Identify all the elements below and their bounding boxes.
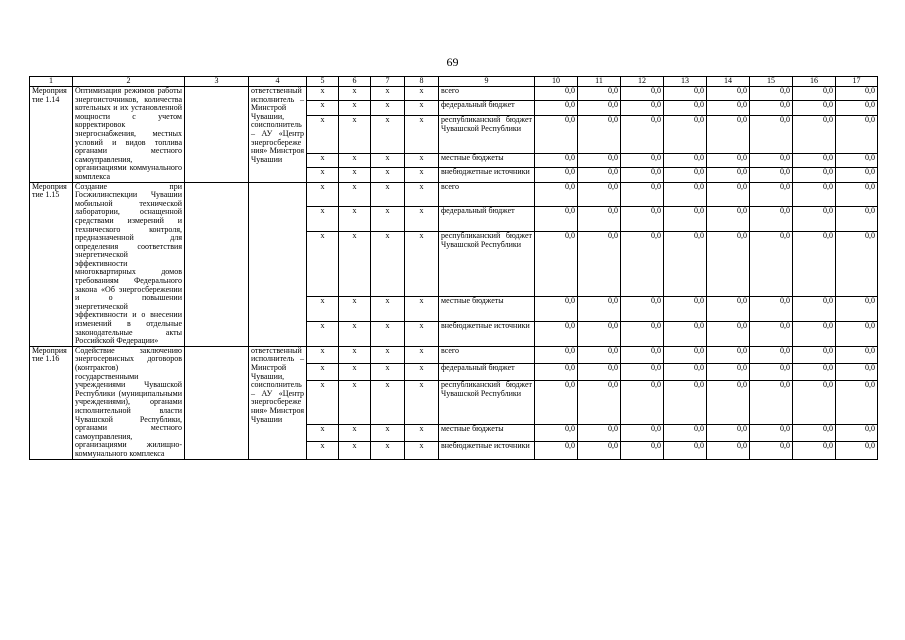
year-value: 0,0 (664, 297, 707, 322)
code-mark: х (405, 442, 439, 459)
funding-source: федеральный бюджет (439, 363, 535, 380)
funding-source: местные бюджеты (439, 297, 535, 322)
program-table (29, 76, 878, 460)
code-mark: х (405, 87, 439, 101)
year-value: 0,0 (621, 442, 664, 459)
funding-source: внебюджетные источники (439, 321, 535, 346)
code-mark: х (307, 321, 339, 346)
year-value: 0,0 (750, 363, 793, 380)
measure-name: Создание при Госжилинспекции Чувашии мобильной технической лаборатории, оснащенной средствами измерений и технического контроля, предназначенной для определения соответствия энергетической эффективности многоквартирных домов требованиям Федерального закона «Об энергосбережении и о повышении энергетической эффективности и о внесении изменений в отдельные законодательные акты Российской Федерации» (73, 182, 185, 346)
year-value: 0,0 (836, 115, 878, 153)
page-number: 69 (446, 55, 459, 69)
year-value: 0,0 (750, 442, 793, 459)
code-mark: х (405, 153, 439, 167)
year-value: 0,0 (750, 182, 793, 207)
code-mark: х (307, 442, 339, 459)
code-mark: х (371, 168, 405, 183)
year-value: 0,0 (621, 115, 664, 153)
code-mark: х (371, 442, 405, 459)
code-mark: х (371, 346, 405, 363)
code-mark: х (405, 168, 439, 183)
code-mark: х (405, 346, 439, 363)
code-mark: х (339, 87, 371, 101)
funding-source: республиканский бюджет Чувашской Республики (439, 232, 535, 297)
year-value: 0,0 (707, 207, 750, 232)
table-row (30, 182, 878, 207)
column-number-12: 12 (621, 77, 664, 87)
code-mark: х (307, 153, 339, 167)
code-mark: х (339, 321, 371, 346)
year-value: 0,0 (707, 297, 750, 322)
year-value: 0,0 (836, 321, 878, 346)
column-number-8: 8 (405, 77, 439, 87)
executor-cell: ответственный исполнитель – Минстрой Чувашии, соисполнитель – АУ «Центр энергосбережения» Минстроя Чувашии (249, 346, 307, 459)
year-value: 0,0 (535, 207, 578, 232)
column-number-17: 17 (836, 77, 878, 87)
code-mark: х (307, 182, 339, 207)
code-mark: х (371, 232, 405, 297)
year-value: 0,0 (621, 182, 664, 207)
code-mark: х (339, 346, 371, 363)
year-value: 0,0 (578, 380, 621, 424)
year-value: 0,0 (535, 380, 578, 424)
code-mark: х (339, 168, 371, 183)
code-mark: х (307, 346, 339, 363)
year-value: 0,0 (664, 442, 707, 459)
column-number-3: 3 (185, 77, 249, 87)
year-value: 0,0 (664, 182, 707, 207)
year-value: 0,0 (793, 182, 836, 207)
code-mark: х (307, 425, 339, 442)
year-value: 0,0 (621, 297, 664, 322)
year-value: 0,0 (535, 232, 578, 297)
table-row (30, 87, 878, 101)
executor-cell: ответственный исполнитель – Минстрой Чувашии, соисполнитель – АУ «Центр энергосбережения» Минстроя Чувашии (249, 87, 307, 183)
year-value: 0,0 (664, 207, 707, 232)
column-number-2: 2 (73, 77, 185, 87)
column-number-16: 16 (793, 77, 836, 87)
participants-cell (185, 182, 249, 346)
measure-name: Оптимизация режимов работы энергоисточников, количества котельных и их установленной мощности с учетом корректировок энергоснабжения, местных условий и видов топлива органами местного самоуправления, организациями коммунального комплекса (73, 87, 185, 183)
year-value: 0,0 (793, 346, 836, 363)
year-value: 0,0 (793, 153, 836, 167)
table-body (30, 87, 878, 460)
code-mark: х (371, 115, 405, 153)
executor-cell (249, 182, 307, 346)
year-value: 0,0 (836, 101, 878, 115)
funding-source: федеральный бюджет (439, 207, 535, 232)
column-number-9: 9 (439, 77, 535, 87)
column-number-1: 1 (30, 77, 73, 87)
year-value: 0,0 (664, 153, 707, 167)
year-value: 0,0 (707, 232, 750, 297)
year-value: 0,0 (750, 87, 793, 101)
year-value: 0,0 (836, 87, 878, 101)
code-mark: х (339, 182, 371, 207)
code-mark: х (405, 380, 439, 424)
funding-source: республиканский бюджет Чувашской Республики (439, 380, 535, 424)
year-value: 0,0 (535, 442, 578, 459)
year-value: 0,0 (836, 297, 878, 322)
code-mark: х (339, 115, 371, 153)
funding-source: местные бюджеты (439, 425, 535, 442)
year-value: 0,0 (793, 363, 836, 380)
year-value: 0,0 (664, 101, 707, 115)
year-value: 0,0 (707, 346, 750, 363)
code-mark: х (307, 87, 339, 101)
code-mark: х (405, 207, 439, 232)
year-value: 0,0 (793, 442, 836, 459)
year-value: 0,0 (535, 101, 578, 115)
year-value: 0,0 (750, 115, 793, 153)
year-value: 0,0 (793, 87, 836, 101)
year-value: 0,0 (621, 168, 664, 183)
code-mark: х (405, 101, 439, 115)
year-value: 0,0 (664, 168, 707, 183)
column-number-13: 13 (664, 77, 707, 87)
year-value: 0,0 (578, 442, 621, 459)
code-mark: х (371, 380, 405, 424)
year-value: 0,0 (707, 425, 750, 442)
year-value: 0,0 (621, 425, 664, 442)
code-mark: х (307, 297, 339, 322)
year-value: 0,0 (707, 321, 750, 346)
year-value: 0,0 (836, 207, 878, 232)
year-value: 0,0 (578, 207, 621, 232)
measure-name: Содействие заключению энергосервисных договоров (контрактов) государственными учреждениями Чувашской Республики (муниципальными учреждениями), органами исполнительной власти Чувашской Республики, органами местного самоуправления, организациями жилищно-коммунального комплекса (73, 346, 185, 459)
funding-source: всего (439, 346, 535, 363)
year-value: 0,0 (664, 232, 707, 297)
code-mark: х (307, 115, 339, 153)
year-value: 0,0 (578, 346, 621, 363)
table-row (30, 346, 878, 363)
code-mark: х (339, 380, 371, 424)
funding-source: республиканский бюджет Чувашской Республики (439, 115, 535, 153)
code-mark: х (405, 321, 439, 346)
year-value: 0,0 (621, 346, 664, 363)
year-value: 0,0 (664, 115, 707, 153)
year-value: 0,0 (578, 321, 621, 346)
year-value: 0,0 (750, 346, 793, 363)
year-value: 0,0 (836, 346, 878, 363)
code-mark: х (405, 425, 439, 442)
year-value: 0,0 (707, 168, 750, 183)
funding-source: местные бюджеты (439, 153, 535, 167)
column-number-5: 5 (307, 77, 339, 87)
funding-source: внебюджетные источники (439, 442, 535, 459)
year-value: 0,0 (578, 363, 621, 380)
year-value: 0,0 (793, 101, 836, 115)
column-number-10: 10 (535, 77, 578, 87)
year-value: 0,0 (836, 363, 878, 380)
year-value: 0,0 (578, 297, 621, 322)
code-mark: х (307, 232, 339, 297)
year-value: 0,0 (750, 153, 793, 167)
year-value: 0,0 (750, 168, 793, 183)
year-value: 0,0 (664, 87, 707, 101)
code-mark: х (371, 87, 405, 101)
year-value: 0,0 (535, 115, 578, 153)
year-value: 0,0 (793, 115, 836, 153)
year-value: 0,0 (793, 425, 836, 442)
year-value: 0,0 (578, 168, 621, 183)
year-value: 0,0 (535, 425, 578, 442)
year-value: 0,0 (621, 363, 664, 380)
code-mark: х (339, 425, 371, 442)
participants-cell (185, 346, 249, 459)
column-number-row (30, 77, 878, 87)
year-value: 0,0 (836, 153, 878, 167)
column-number-6: 6 (339, 77, 371, 87)
year-value: 0,0 (707, 442, 750, 459)
code-mark: х (371, 321, 405, 346)
year-value: 0,0 (535, 321, 578, 346)
year-value: 0,0 (750, 232, 793, 297)
year-value: 0,0 (535, 346, 578, 363)
code-mark: х (339, 363, 371, 380)
year-value: 0,0 (707, 363, 750, 380)
code-mark: х (371, 182, 405, 207)
year-value: 0,0 (621, 232, 664, 297)
year-value: 0,0 (836, 442, 878, 459)
year-value: 0,0 (793, 168, 836, 183)
year-value: 0,0 (578, 232, 621, 297)
year-value: 0,0 (836, 425, 878, 442)
year-value: 0,0 (793, 321, 836, 346)
year-value: 0,0 (836, 380, 878, 424)
participants-cell (185, 87, 249, 183)
year-value: 0,0 (578, 101, 621, 115)
code-mark: х (307, 363, 339, 380)
year-value: 0,0 (535, 153, 578, 167)
code-mark: х (307, 207, 339, 232)
year-value: 0,0 (793, 207, 836, 232)
year-value: 0,0 (707, 380, 750, 424)
year-value: 0,0 (750, 207, 793, 232)
year-value: 0,0 (621, 380, 664, 424)
year-value: 0,0 (535, 168, 578, 183)
year-value: 0,0 (664, 346, 707, 363)
funding-source: всего (439, 182, 535, 207)
code-mark: х (307, 101, 339, 115)
code-mark: х (339, 101, 371, 115)
year-value: 0,0 (793, 380, 836, 424)
column-number-4: 4 (249, 77, 307, 87)
code-mark: х (371, 425, 405, 442)
code-mark: х (405, 232, 439, 297)
year-value: 0,0 (750, 321, 793, 346)
column-number-7: 7 (371, 77, 405, 87)
year-value: 0,0 (578, 115, 621, 153)
code-mark: х (371, 297, 405, 322)
year-value: 0,0 (707, 182, 750, 207)
year-value: 0,0 (750, 380, 793, 424)
year-value: 0,0 (621, 101, 664, 115)
code-mark: х (405, 182, 439, 207)
year-value: 0,0 (535, 363, 578, 380)
year-value: 0,0 (793, 232, 836, 297)
year-value: 0,0 (707, 87, 750, 101)
code-mark: х (371, 101, 405, 115)
year-value: 0,0 (578, 87, 621, 101)
measure-id: Мероприятие 1.16 (30, 346, 73, 459)
year-value: 0,0 (578, 153, 621, 167)
year-value: 0,0 (707, 101, 750, 115)
year-value: 0,0 (621, 153, 664, 167)
funding-source: внебюджетные источники (439, 168, 535, 183)
code-mark: х (339, 232, 371, 297)
year-value: 0,0 (664, 363, 707, 380)
year-value: 0,0 (664, 380, 707, 424)
code-mark: х (371, 363, 405, 380)
year-value: 0,0 (621, 87, 664, 101)
year-value: 0,0 (750, 101, 793, 115)
column-number-11: 11 (578, 77, 621, 87)
year-value: 0,0 (664, 321, 707, 346)
year-value: 0,0 (836, 182, 878, 207)
year-value: 0,0 (621, 207, 664, 232)
code-mark: х (339, 442, 371, 459)
measure-id: Мероприятие 1.15 (30, 182, 73, 346)
year-value: 0,0 (707, 153, 750, 167)
code-mark: х (307, 380, 339, 424)
year-value: 0,0 (578, 425, 621, 442)
year-value: 0,0 (836, 232, 878, 297)
funding-source: федеральный бюджет (439, 101, 535, 115)
year-value: 0,0 (707, 115, 750, 153)
code-mark: х (371, 207, 405, 232)
year-value: 0,0 (535, 182, 578, 207)
code-mark: х (405, 115, 439, 153)
measure-id: Мероприятие 1.14 (30, 87, 73, 183)
year-value: 0,0 (664, 425, 707, 442)
funding-source: всего (439, 87, 535, 101)
code-mark: х (371, 153, 405, 167)
code-mark: х (339, 153, 371, 167)
column-number-15: 15 (750, 77, 793, 87)
year-value: 0,0 (836, 168, 878, 183)
code-mark: х (405, 363, 439, 380)
year-value: 0,0 (793, 297, 836, 322)
code-mark: х (405, 297, 439, 322)
year-value: 0,0 (535, 87, 578, 101)
code-mark: х (307, 168, 339, 183)
year-value: 0,0 (621, 321, 664, 346)
column-number-14: 14 (707, 77, 750, 87)
code-mark: х (339, 297, 371, 322)
code-mark: х (339, 207, 371, 232)
year-value: 0,0 (535, 297, 578, 322)
year-value: 0,0 (750, 297, 793, 322)
year-value: 0,0 (750, 425, 793, 442)
year-value: 0,0 (578, 182, 621, 207)
